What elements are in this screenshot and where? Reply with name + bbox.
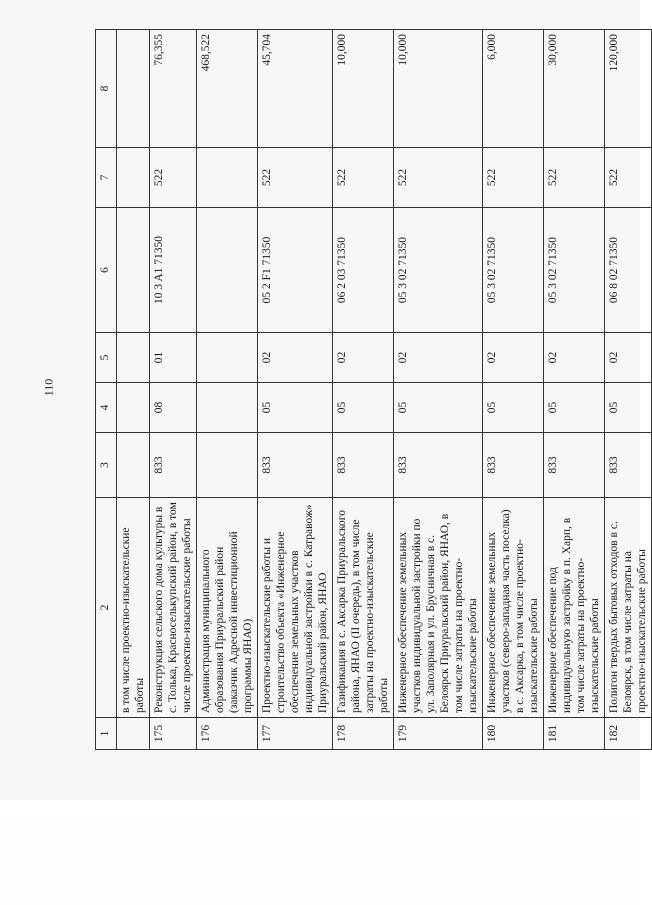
col-7-cell: 522 (544, 148, 605, 208)
row-name-cell: Проектно-изыскательские работы и строительство объекта «Инженерное обеспечение земельных участков индивидуальной застройки в с. Катравож» Приуральский район, ЯНАО (258, 498, 333, 718)
col-7-cell: 522 (150, 148, 197, 208)
col-6-cell: 05 3 02 71350 (483, 208, 544, 333)
col-8-cell: 10,000 (394, 30, 483, 148)
budget-table (95, 29, 652, 750)
row-number-cell: 179 (394, 718, 483, 750)
rotated-table-wrapper (95, 30, 648, 750)
col-6-cell: 06 8 02 71350 (605, 208, 652, 333)
continuation-text: в том числе проектно-изыскательские работы (117, 498, 150, 718)
row-name-cell: Администрация муниципального образования Приуральский район (заказчик Адресной инвестиционной программы ЯНАО) (197, 498, 258, 718)
col-5-cell: 02 (605, 333, 652, 383)
col-3-cell: 833 (605, 433, 652, 498)
col-7-cell: 522 (394, 148, 483, 208)
table-row (483, 30, 544, 750)
row-name-cell: Газификация в с. Аксарка Приуральского района, ЯНАО (II очередь), в том числе затраты на проектно-изыскательские работы (333, 498, 394, 718)
col-8-cell: 6,000 (483, 30, 544, 148)
table-row (544, 30, 605, 750)
col-8-cell: 468,522 (197, 30, 258, 148)
col-5-cell: 02 (544, 333, 605, 383)
col-5-cell (197, 333, 258, 383)
header-cell: 7 (96, 148, 117, 208)
col-3-cell (197, 433, 258, 498)
col-3-cell: 833 (394, 433, 483, 498)
col-4-cell: 05 (394, 383, 483, 433)
page-margin (0, 800, 640, 905)
col-7-cell: 522 (483, 148, 544, 208)
col-5-cell: 01 (150, 333, 197, 383)
col-4-cell (197, 383, 258, 433)
col-4-cell: 05 (544, 383, 605, 433)
header-cell: 4 (96, 383, 117, 433)
header-cell: 8 (96, 30, 117, 148)
col-4-cell: 08 (150, 383, 197, 433)
col-4-cell: 05 (483, 383, 544, 433)
col-4-cell: 05 (258, 383, 333, 433)
table-row (605, 30, 652, 750)
header-cell: 1 (96, 718, 117, 750)
page-number: 110 (41, 378, 56, 397)
row-number-cell: 178 (333, 718, 394, 750)
col-5-cell: 02 (394, 333, 483, 383)
header-row (96, 30, 117, 750)
col-8-cell: 76,355 (150, 30, 197, 148)
row-name-cell: Реконструкция сельского дома культуры в с. Толька, Красноселькупский район, в том числе проектно-изыскательские работы (150, 498, 197, 718)
col-5-cell: 02 (483, 333, 544, 383)
row-number-cell: 181 (544, 718, 605, 750)
col-6-cell (197, 208, 258, 333)
row-number-cell: 175 (150, 718, 197, 750)
col-8-cell: 10,000 (333, 30, 394, 148)
col-8-cell: 30,000 (544, 30, 605, 148)
table-row (394, 30, 483, 750)
row-name-cell: Полигон твердых бытовых отходов в с. Белоярск, в том числе затраты на проектно-изыскательские работы (605, 498, 652, 718)
row-name-cell: Инженерное обеспечение земельных участков индивидуальной застройки по ул. Заполярная и ул. Брусничная в с. Белоярск Приуральский район, ЯНАО, в том числе затраты на проектно-изыскательские работы (394, 498, 483, 718)
header-cell: 3 (96, 433, 117, 498)
col-8-cell: 120,000 (605, 30, 652, 148)
header-cell: 5 (96, 333, 117, 383)
col-7-cell: 522 (258, 148, 333, 208)
row-number-cell: 180 (483, 718, 544, 750)
row-number-cell: 182 (605, 718, 652, 750)
col-7-cell (197, 148, 258, 208)
header-cell: 6 (96, 208, 117, 333)
col-8-cell: 45,704 (258, 30, 333, 148)
row-name-cell: Инженерное обеспечение под индивидуальную застройку в п. Харп, в том числе затраты на проектно-изыскательские работы (544, 498, 605, 718)
row-name-cell: Инженерное обеспечение земельных участков (северо-западная часть поселка) в с. Аксарка, в том числе проектно-изыскательские работы (483, 498, 544, 718)
table-row (197, 30, 258, 750)
col-3-cell: 833 (333, 433, 394, 498)
col-4-cell: 05 (333, 383, 394, 433)
col-5-cell: 02 (333, 333, 394, 383)
col-6-cell: 06 2 03 71350 (333, 208, 394, 333)
col-5-cell: 02 (258, 333, 333, 383)
col-6-cell: 05 3 02 71350 (544, 208, 605, 333)
header-cell: 2 (96, 498, 117, 718)
col-6-cell: 05 3 02 71350 (394, 208, 483, 333)
table-row (333, 30, 394, 750)
col-6-cell: 10 3 A1 71350 (150, 208, 197, 333)
col-6-cell: 05 2 F1 71350 (258, 208, 333, 333)
continuation-row (117, 30, 150, 750)
col-7-cell: 522 (605, 148, 652, 208)
col-3-cell: 833 (258, 433, 333, 498)
col-3-cell: 833 (150, 433, 197, 498)
col-3-cell: 833 (483, 433, 544, 498)
col-3-cell: 833 (544, 433, 605, 498)
row-number-cell: 177 (258, 718, 333, 750)
col-4-cell: 05 (605, 383, 652, 433)
table-row (258, 30, 333, 750)
row-number-cell: 176 (197, 718, 258, 750)
col-7-cell: 522 (333, 148, 394, 208)
table-row (150, 30, 197, 750)
